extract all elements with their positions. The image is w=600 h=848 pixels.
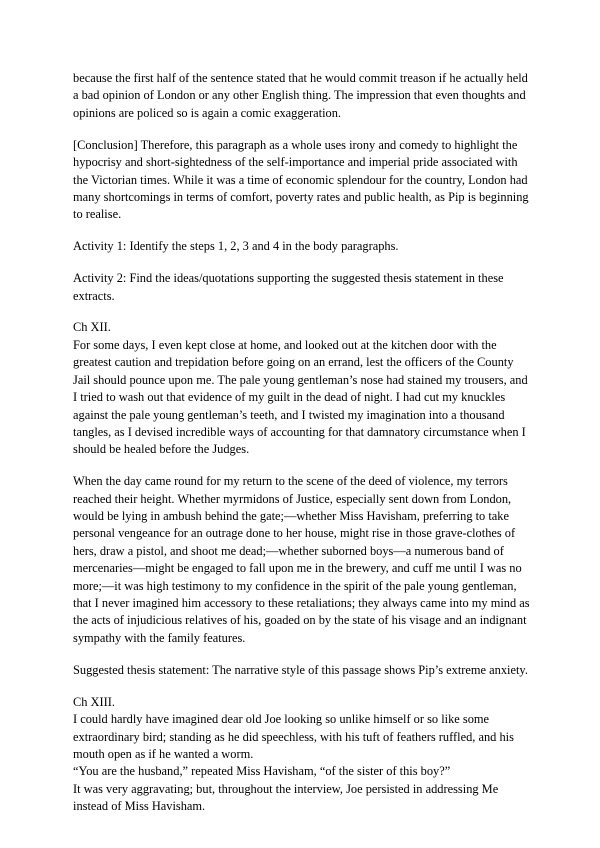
chapter-12-heading: Ch XII. bbox=[73, 320, 111, 335]
thesis-statement: Suggested thesis statement: The narrative style of this passage shows Pip’s extreme anxiety. bbox=[73, 662, 528, 677]
chapter-12-extract-1: For some days, I even kept close at home, and looked out at the kitchen door with the greatest caution and trepidation before going on an errand, lest the officers of the County Jail should pounce upon me. The pale young gentleman’s nose had stained my trousers, and I tried to wash out that evidence of my guilt in the dead of night. I had cut my knuckles against the pale young gentleman’s teeth, and I twisted my imagination into a thousand tangles, as I devised incredible ways of accounting for that damnatory circumstance when I should be healed before the Judges. bbox=[73, 337, 528, 457]
paragraph-irony-analysis-end: because the first half of the sentence stated that he would commit treason if he actually held a bad opinion of London or any other English thing. The impression that even thoughts and opinions are policed so is again a comic exaggeration. bbox=[73, 71, 528, 120]
chapter-13-heading: Ch XIII. bbox=[73, 694, 115, 709]
activity-1: Activity 1: Identify the steps 1, 2, 3 and 4 in the body paragraphs. bbox=[73, 239, 399, 254]
activity-2: Activity 2: Find the ideas/quotations supporting the suggested thesis statement in these extracts. bbox=[73, 271, 504, 303]
document-page bbox=[73, 70, 533, 816]
chapter-12-extract-2: When the day came round for my return to the scene of the deed of violence, my terrors reached their height. Whether myrmidons of Justice, especially sent down from London, would be lying in ambush behind the gate;—whether Miss Havisham, preferring to take personal vengeance for an outrage done to her house, might rise in those grave-clothes of hers, draw a pistol, and shoot me dead;—whether suborned boys—a numerous band of mercenaries—might be engaged to fall upon me in the brewery, and cuff me until I was no more;—it was high testimony to my confidence in the spirit of the pale young gentleman, that I never imagined him accessory to these retaliations; they always came into my mind as the acts of injudicious relatives of his, goaded on by the state of his visage and an indignant sympathy with the family features. bbox=[73, 474, 530, 645]
chapter-13-extract-1: I could hardly have imagined dear old Joe looking so unlike himself or so like some extraordinary bird; standing as he did speechless, with his tuft of feathers ruffled, and his mouth open as if he wanted a worm. bbox=[73, 712, 514, 761]
chapter-13-extract-3: It was very aggravating; but, throughout the interview, Joe persisted in addressing Me instead of Miss Havisham. bbox=[73, 781, 499, 814]
paragraph-conclusion: [Conclusion] Therefore, this paragraph as a whole uses irony and comedy to highlight the hypocrisy and short-sightedness of the self-importance and imperial pride associated with the Victorian times. While it was a time of economic splendour for the country, London had many shortcomings in terms of comfort, poverty rates and public health, as Pip is beginning to realise. bbox=[73, 137, 529, 222]
chapter-13-extract-2: “You are the husband,” repeated Miss Havisham, “of the sister of this boy?” bbox=[73, 764, 451, 779]
